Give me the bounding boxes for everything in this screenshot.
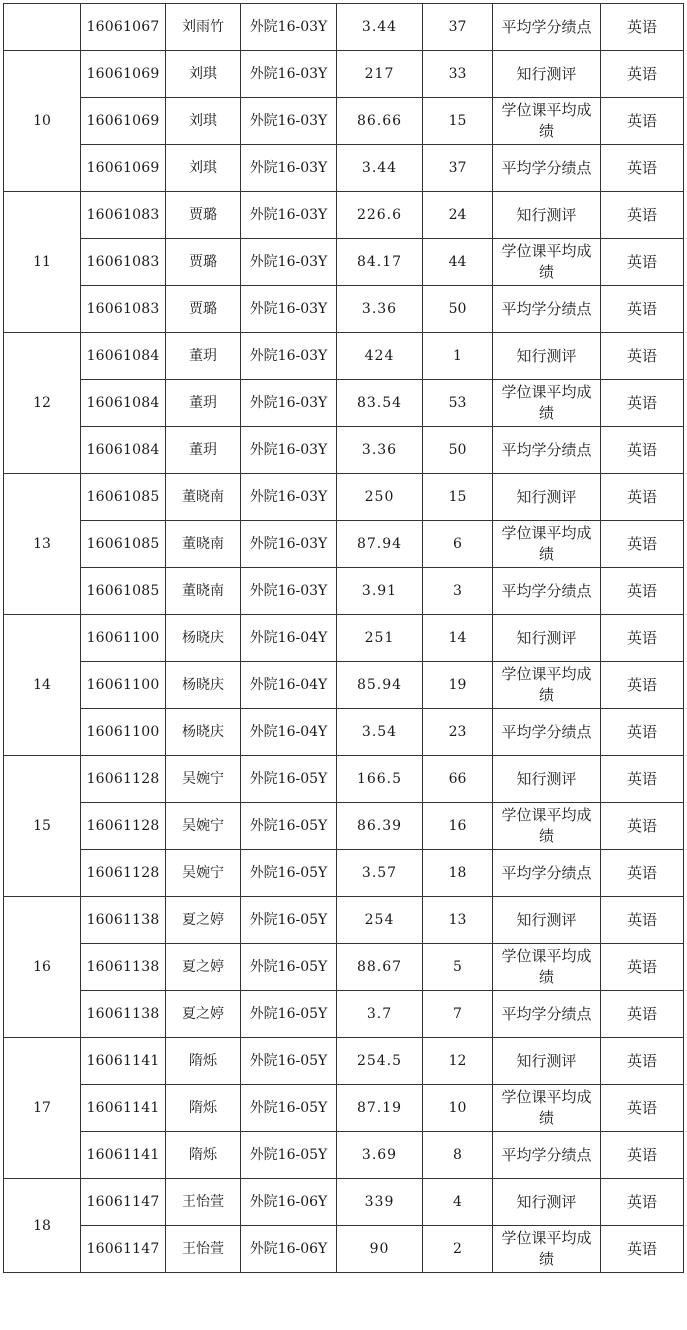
student-id-cell: 16061083 xyxy=(81,192,166,239)
class-cell: 外院16-03Y xyxy=(241,286,337,333)
rank-cell: 2 xyxy=(423,1226,493,1273)
student-id-cell: 16061147 xyxy=(81,1179,166,1226)
student-name-cell: 夏之婷 xyxy=(166,944,241,991)
student-id-cell: 16061069 xyxy=(81,98,166,145)
student-name-cell: 董晓南 xyxy=(166,568,241,615)
table-row xyxy=(4,568,684,615)
category-cell: 平均学分绩点 xyxy=(493,568,601,615)
category-cell: 平均学分绩点 xyxy=(493,4,601,51)
score-cell: 251 xyxy=(337,615,423,662)
category-cell: 知行测评 xyxy=(493,1038,601,1085)
rank-cell: 13 xyxy=(423,897,493,944)
student-id-cell: 16061085 xyxy=(81,474,166,521)
score-cell: 424 xyxy=(337,333,423,380)
ranking-table xyxy=(3,3,684,1273)
class-cell: 外院16-04Y xyxy=(241,662,337,709)
major-cell: 英语 xyxy=(601,1226,684,1273)
student-name-cell: 贾璐 xyxy=(166,286,241,333)
major-cell: 英语 xyxy=(601,850,684,897)
rank-cell: 15 xyxy=(423,98,493,145)
major-cell: 英语 xyxy=(601,380,684,427)
student-id-cell: 16061100 xyxy=(81,662,166,709)
class-cell: 外院16-05Y xyxy=(241,1038,337,1085)
class-cell: 外院16-03Y xyxy=(241,380,337,427)
major-cell: 英语 xyxy=(601,662,684,709)
table-row xyxy=(4,286,684,333)
class-cell: 外院16-03Y xyxy=(241,192,337,239)
student-name-cell: 夏之婷 xyxy=(166,991,241,1038)
student-name-cell: 吴婉宁 xyxy=(166,850,241,897)
class-cell: 外院16-03Y xyxy=(241,521,337,568)
category-cell: 学位课平均成绩 xyxy=(493,803,601,850)
category-cell: 学位课平均成绩 xyxy=(493,662,601,709)
major-cell: 英语 xyxy=(601,897,684,944)
student-name-cell: 隋烁 xyxy=(166,1132,241,1179)
major-cell: 英语 xyxy=(601,944,684,991)
rank-cell: 5 xyxy=(423,944,493,991)
category-cell: 知行测评 xyxy=(493,1179,601,1226)
row-number-cell: 15 xyxy=(4,756,81,897)
student-id-cell: 16061128 xyxy=(81,756,166,803)
student-id-cell: 16061138 xyxy=(81,991,166,1038)
table-row xyxy=(4,239,684,286)
class-cell: 外院16-05Y xyxy=(241,897,337,944)
rank-cell: 6 xyxy=(423,521,493,568)
student-name-cell: 隋烁 xyxy=(166,1038,241,1085)
rank-cell: 4 xyxy=(423,1179,493,1226)
row-number-cell: 11 xyxy=(4,192,81,333)
rank-cell: 50 xyxy=(423,427,493,474)
table-row xyxy=(4,850,684,897)
score-cell: 90 xyxy=(337,1226,423,1273)
major-cell: 英语 xyxy=(601,568,684,615)
row-number-cell: 18 xyxy=(4,1179,81,1273)
student-id-cell: 16061138 xyxy=(81,944,166,991)
rank-cell: 23 xyxy=(423,709,493,756)
category-cell: 知行测评 xyxy=(493,192,601,239)
category-cell: 知行测评 xyxy=(493,756,601,803)
category-cell: 知行测评 xyxy=(493,615,601,662)
student-name-cell: 刘雨竹 xyxy=(166,4,241,51)
category-cell: 知行测评 xyxy=(493,474,601,521)
score-cell: 3.69 xyxy=(337,1132,423,1179)
rank-cell: 16 xyxy=(423,803,493,850)
category-cell: 知行测评 xyxy=(493,897,601,944)
student-id-cell: 16061141 xyxy=(81,1132,166,1179)
row-number-cell: 12 xyxy=(4,333,81,474)
student-name-cell: 王怡萱 xyxy=(166,1226,241,1273)
table-row xyxy=(4,1226,684,1273)
student-name-cell: 王怡萱 xyxy=(166,1179,241,1226)
score-cell: 254.5 xyxy=(337,1038,423,1085)
student-id-cell: 16061069 xyxy=(81,145,166,192)
student-id-cell: 16061084 xyxy=(81,427,166,474)
class-cell: 外院16-03Y xyxy=(241,427,337,474)
student-id-cell: 16061069 xyxy=(81,51,166,98)
rank-cell: 24 xyxy=(423,192,493,239)
score-cell: 3.7 xyxy=(337,991,423,1038)
student-name-cell: 杨晓庆 xyxy=(166,662,241,709)
score-cell: 83.54 xyxy=(337,380,423,427)
rank-cell: 53 xyxy=(423,380,493,427)
score-cell: 250 xyxy=(337,474,423,521)
major-cell: 英语 xyxy=(601,286,684,333)
rank-cell: 33 xyxy=(423,51,493,98)
category-cell: 学位课平均成绩 xyxy=(493,380,601,427)
rank-cell: 18 xyxy=(423,850,493,897)
rank-cell: 1 xyxy=(423,333,493,380)
table-row xyxy=(4,145,684,192)
rank-cell: 8 xyxy=(423,1132,493,1179)
major-cell: 英语 xyxy=(601,803,684,850)
row-number-cell: 17 xyxy=(4,1038,81,1179)
score-cell: 84.17 xyxy=(337,239,423,286)
table-row xyxy=(4,615,684,662)
student-id-cell: 16061141 xyxy=(81,1085,166,1132)
category-cell: 知行测评 xyxy=(493,333,601,380)
score-cell: 166.5 xyxy=(337,756,423,803)
student-name-cell: 隋烁 xyxy=(166,1085,241,1132)
student-id-cell: 16061085 xyxy=(81,568,166,615)
major-cell: 英语 xyxy=(601,474,684,521)
score-cell: 339 xyxy=(337,1179,423,1226)
student-name-cell: 夏之婷 xyxy=(166,897,241,944)
major-cell: 英语 xyxy=(601,145,684,192)
table-row xyxy=(4,1038,684,1085)
class-cell: 外院16-03Y xyxy=(241,51,337,98)
major-cell: 英语 xyxy=(601,192,684,239)
major-cell: 英语 xyxy=(601,756,684,803)
row-number-cell: 13 xyxy=(4,474,81,615)
row-number-cell: 10 xyxy=(4,51,81,192)
major-cell: 英语 xyxy=(601,615,684,662)
major-cell: 英语 xyxy=(601,1132,684,1179)
student-name-cell: 刘琪 xyxy=(166,51,241,98)
major-cell: 英语 xyxy=(601,98,684,145)
student-name-cell: 刘琪 xyxy=(166,98,241,145)
score-cell: 217 xyxy=(337,51,423,98)
student-id-cell: 16061085 xyxy=(81,521,166,568)
table-row xyxy=(4,521,684,568)
table-row xyxy=(4,709,684,756)
student-name-cell: 董晓南 xyxy=(166,521,241,568)
major-cell: 英语 xyxy=(601,51,684,98)
category-cell: 平均学分绩点 xyxy=(493,709,601,756)
table-row xyxy=(4,98,684,145)
major-cell: 英语 xyxy=(601,239,684,286)
class-cell: 外院16-03Y xyxy=(241,568,337,615)
category-cell: 学位课平均成绩 xyxy=(493,98,601,145)
student-id-cell: 16061067 xyxy=(81,4,166,51)
category-cell: 平均学分绩点 xyxy=(493,145,601,192)
table-row xyxy=(4,1179,684,1226)
class-cell: 外院16-04Y xyxy=(241,615,337,662)
score-cell: 86.66 xyxy=(337,98,423,145)
major-cell: 英语 xyxy=(601,709,684,756)
table-row xyxy=(4,192,684,239)
student-id-cell: 16061147 xyxy=(81,1226,166,1273)
major-cell: 英语 xyxy=(601,1085,684,1132)
table-row xyxy=(4,4,684,51)
student-id-cell: 16061084 xyxy=(81,380,166,427)
category-cell: 学位课平均成绩 xyxy=(493,521,601,568)
rank-cell: 44 xyxy=(423,239,493,286)
class-cell: 外院16-05Y xyxy=(241,991,337,1038)
rank-cell: 66 xyxy=(423,756,493,803)
major-cell: 英语 xyxy=(601,333,684,380)
score-cell: 3.36 xyxy=(337,427,423,474)
score-cell: 226.6 xyxy=(337,192,423,239)
student-name-cell: 董玥 xyxy=(166,427,241,474)
student-id-cell: 16061141 xyxy=(81,1038,166,1085)
class-cell: 外院16-06Y xyxy=(241,1226,337,1273)
category-cell: 学位课平均成绩 xyxy=(493,239,601,286)
student-name-cell: 董玥 xyxy=(166,380,241,427)
score-cell: 3.36 xyxy=(337,286,423,333)
class-cell: 外院16-05Y xyxy=(241,756,337,803)
table-row xyxy=(4,1085,684,1132)
rank-cell: 15 xyxy=(423,474,493,521)
student-name-cell: 杨晓庆 xyxy=(166,615,241,662)
student-id-cell: 16061083 xyxy=(81,239,166,286)
rank-cell: 37 xyxy=(423,4,493,51)
score-cell: 3.44 xyxy=(337,4,423,51)
class-cell: 外院16-05Y xyxy=(241,803,337,850)
category-cell: 平均学分绩点 xyxy=(493,991,601,1038)
student-name-cell: 董晓南 xyxy=(166,474,241,521)
category-cell: 平均学分绩点 xyxy=(493,1132,601,1179)
table-row xyxy=(4,474,684,521)
score-cell: 87.94 xyxy=(337,521,423,568)
class-cell: 外院16-04Y xyxy=(241,709,337,756)
table-row xyxy=(4,897,684,944)
rank-cell: 19 xyxy=(423,662,493,709)
table-row xyxy=(4,333,684,380)
score-cell: 3.44 xyxy=(337,145,423,192)
table-row xyxy=(4,944,684,991)
class-cell: 外院16-03Y xyxy=(241,474,337,521)
class-cell: 外院16-06Y xyxy=(241,1179,337,1226)
class-cell: 外院16-05Y xyxy=(241,1132,337,1179)
score-cell: 87.19 xyxy=(337,1085,423,1132)
class-cell: 外院16-05Y xyxy=(241,944,337,991)
table-row xyxy=(4,991,684,1038)
class-cell: 外院16-03Y xyxy=(241,4,337,51)
student-id-cell: 16061100 xyxy=(81,709,166,756)
rank-cell: 50 xyxy=(423,286,493,333)
category-cell: 学位课平均成绩 xyxy=(493,944,601,991)
category-cell: 知行测评 xyxy=(493,51,601,98)
rank-cell: 10 xyxy=(423,1085,493,1132)
row-number-cell xyxy=(4,4,81,51)
student-id-cell: 16061128 xyxy=(81,850,166,897)
category-cell: 平均学分绩点 xyxy=(493,427,601,474)
score-cell: 85.94 xyxy=(337,662,423,709)
category-cell: 平均学分绩点 xyxy=(493,286,601,333)
student-name-cell: 吴婉宁 xyxy=(166,803,241,850)
score-cell: 3.54 xyxy=(337,709,423,756)
category-cell: 学位课平均成绩 xyxy=(493,1226,601,1273)
table-row xyxy=(4,380,684,427)
table-row xyxy=(4,1132,684,1179)
score-cell: 86.39 xyxy=(337,803,423,850)
category-cell: 学位课平均成绩 xyxy=(493,1085,601,1132)
student-name-cell: 吴婉宁 xyxy=(166,756,241,803)
major-cell: 英语 xyxy=(601,521,684,568)
rank-cell: 37 xyxy=(423,145,493,192)
table-body xyxy=(4,4,684,1273)
student-id-cell: 16061138 xyxy=(81,897,166,944)
row-number-cell: 16 xyxy=(4,897,81,1038)
score-cell: 3.57 xyxy=(337,850,423,897)
student-id-cell: 16061083 xyxy=(81,286,166,333)
category-cell: 平均学分绩点 xyxy=(493,850,601,897)
table-row xyxy=(4,51,684,98)
rank-cell: 14 xyxy=(423,615,493,662)
class-cell: 外院16-03Y xyxy=(241,145,337,192)
major-cell: 英语 xyxy=(601,1038,684,1085)
row-number-cell: 14 xyxy=(4,615,81,756)
student-name-cell: 杨晓庆 xyxy=(166,709,241,756)
student-name-cell: 刘琪 xyxy=(166,145,241,192)
major-cell: 英语 xyxy=(601,4,684,51)
major-cell: 英语 xyxy=(601,1179,684,1226)
student-id-cell: 16061100 xyxy=(81,615,166,662)
rank-cell: 3 xyxy=(423,568,493,615)
class-cell: 外院16-03Y xyxy=(241,239,337,286)
student-id-cell: 16061128 xyxy=(81,803,166,850)
score-cell: 3.91 xyxy=(337,568,423,615)
table-row xyxy=(4,427,684,474)
class-cell: 外院16-03Y xyxy=(241,98,337,145)
major-cell: 英语 xyxy=(601,991,684,1038)
table-row xyxy=(4,803,684,850)
major-cell: 英语 xyxy=(601,427,684,474)
table-row xyxy=(4,756,684,803)
table-row xyxy=(4,662,684,709)
class-cell: 外院16-03Y xyxy=(241,333,337,380)
score-cell: 88.67 xyxy=(337,944,423,991)
score-cell: 254 xyxy=(337,897,423,944)
student-id-cell: 16061084 xyxy=(81,333,166,380)
student-name-cell: 董玥 xyxy=(166,333,241,380)
class-cell: 外院16-05Y xyxy=(241,1085,337,1132)
student-name-cell: 贾璐 xyxy=(166,239,241,286)
rank-cell: 7 xyxy=(423,991,493,1038)
student-name-cell: 贾璐 xyxy=(166,192,241,239)
rank-cell: 12 xyxy=(423,1038,493,1085)
class-cell: 外院16-05Y xyxy=(241,850,337,897)
